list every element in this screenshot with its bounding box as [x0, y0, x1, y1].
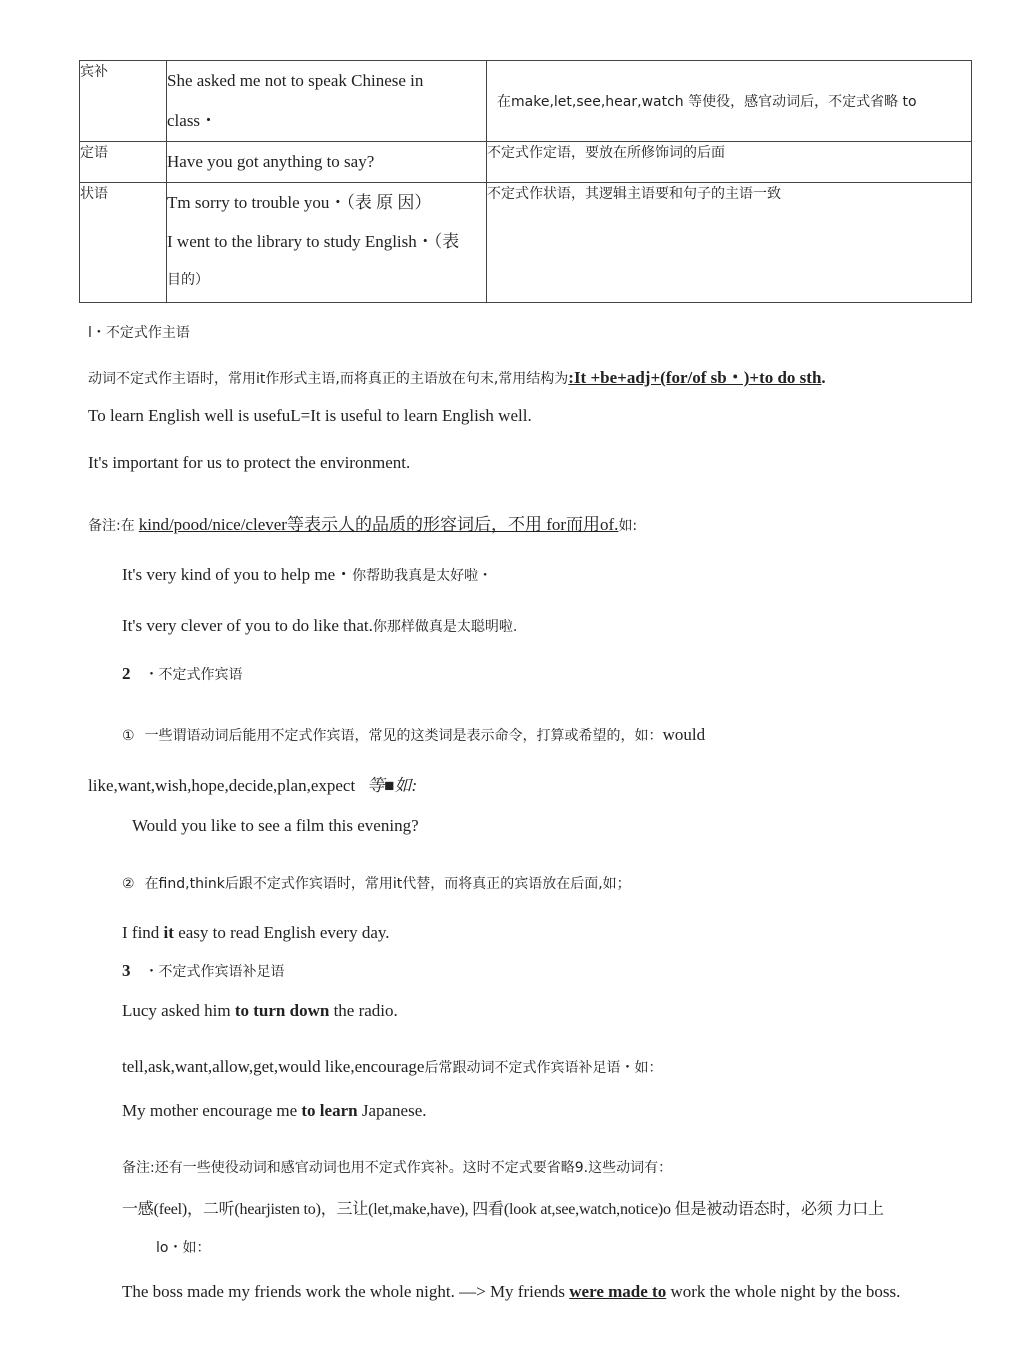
table-row	[80, 183, 972, 303]
example-line: Have you got anything to say?	[167, 152, 375, 171]
desc-text: 动词不定式作主语时，常用it作形式主语,而将真正的主语放在句末,常用结构为	[88, 371, 569, 387]
example-sentence	[122, 616, 517, 636]
heading-number: 2	[122, 664, 131, 683]
verb-list-line	[122, 1057, 662, 1077]
section-1-description	[88, 363, 826, 388]
example-line: She asked me not to speak Chinese in	[167, 71, 424, 90]
note-prefix: 备注:在	[88, 518, 135, 534]
example-line: 目的）	[167, 272, 209, 288]
section-2-point-1	[122, 725, 705, 745]
example-sentence: Would you like to see a film this evening?	[132, 816, 419, 835]
verb-list-zh: 后常跟动词不定式作宾语补足语・如：	[424, 1060, 663, 1076]
example-sentence	[122, 1101, 427, 1121]
section-2-heading	[122, 664, 243, 684]
example-sentence: To learn English well is usefuL=It is useful to learn English well.	[88, 406, 532, 425]
example-pre: Lucy asked him	[122, 1001, 231, 1020]
example-line: Tm sorry to trouble you・（表 原 因）	[167, 193, 432, 212]
circle-number: ①	[122, 728, 135, 744]
section-2-point-2	[122, 873, 631, 893]
row-label: 宾补	[80, 61, 167, 142]
table-row	[80, 61, 972, 142]
row-examples	[167, 183, 487, 303]
point-text: 在find,think后跟不定式作宾语时，常用it代替，而将真正的宾语放在后面,如；	[144, 876, 631, 892]
verbs-mnemonic-cont: lo・如：	[156, 1240, 211, 1256]
section-1-heading: l・不定式作主语	[88, 325, 190, 341]
section-3-heading	[122, 961, 285, 981]
example-post: easy to read English every day.	[178, 923, 390, 942]
example-en: It's very kind of you to help me・	[122, 565, 353, 584]
example-line: I went to the library to study English・（表	[167, 232, 460, 251]
heading-text: ・不定式作宾语补足语	[144, 964, 285, 980]
example-zh: 你帮助我真是太好啦・	[352, 568, 493, 584]
row-label: 定语	[80, 142, 167, 183]
heading-number: 3	[122, 961, 131, 980]
point-text-en: would	[662, 725, 706, 744]
structure-formula: :It +be+adj+(for/of sb・)+to do sth	[568, 368, 822, 387]
structure-period: .	[821, 368, 826, 387]
example-zh: 你那样做真是太聪明啦.	[372, 619, 518, 635]
grammar-table	[79, 60, 972, 303]
verb-list-suffix: 等■如:	[367, 776, 418, 795]
example-pre: My mother encourage me	[122, 1101, 298, 1120]
example-post: work the whole night by the boss.	[670, 1282, 901, 1301]
verbs-mnemonic: 一感(feel)，二听(hearjisten to)，三让(let,make,have), 四看(look at,see,watch,notice)o 但是被动语态时，必须 力口上	[122, 1201, 884, 1218]
example-sentence	[122, 923, 390, 943]
verb-list: tell,ask,want,allow,get,would like,encourage	[122, 1057, 425, 1076]
section-1-note	[88, 510, 637, 535]
row-note: 不定式作状语，其逻辑主语要和句子的主语一致	[487, 183, 972, 303]
example-line: class・	[167, 111, 218, 130]
row-examples	[167, 142, 487, 183]
example-bold: it	[163, 923, 174, 942]
example-bold: to learn	[301, 1101, 358, 1120]
row-label: 状语	[80, 183, 167, 303]
row-note: 不定式作定语，要放在所修饰词的后面	[487, 142, 972, 183]
section-3-note: 备注:还有一些使役动词和感官动词也用不定式作宾补。这时不定式要省略9.这些动词有：	[122, 1160, 673, 1176]
example-post: Japanese.	[361, 1101, 427, 1120]
example-sentence	[122, 1282, 900, 1302]
example-bold: to turn down	[234, 1001, 330, 1020]
verb-list: like,want,wish,hope,decide,plan,expect	[88, 776, 356, 795]
note-underlined: kind/pood/nice/clever等表示人的品质的形容词后，不用 for而用of.	[138, 515, 619, 534]
example-bold: were made to	[569, 1282, 667, 1301]
example-sentence	[122, 560, 492, 585]
example-post: the radio.	[333, 1001, 398, 1020]
example-sentence	[122, 1001, 398, 1021]
section-2-point-1-cont	[88, 771, 417, 796]
point-text: 一些谓语动词后能用不定式作宾语，常见的这类词是表示命令，打算或希望的，如：	[144, 728, 663, 744]
note-suffix: 如:	[618, 518, 638, 534]
example-pre: I find	[122, 923, 160, 942]
example-pre: The boss made my friends work the whole night. —> My friends	[122, 1282, 566, 1301]
row-note: 在make,let,see,hear,watch 等使役，感官动词后，不定式省略 to	[487, 61, 972, 142]
example-sentence: It's important for us to protect the environment.	[88, 453, 411, 472]
table-row	[80, 142, 972, 183]
example-en: It's very clever of you to do like that.	[122, 616, 373, 635]
row-examples	[167, 61, 487, 142]
circle-number: ②	[122, 876, 135, 892]
heading-text: ・不定式作宾语	[144, 667, 243, 683]
